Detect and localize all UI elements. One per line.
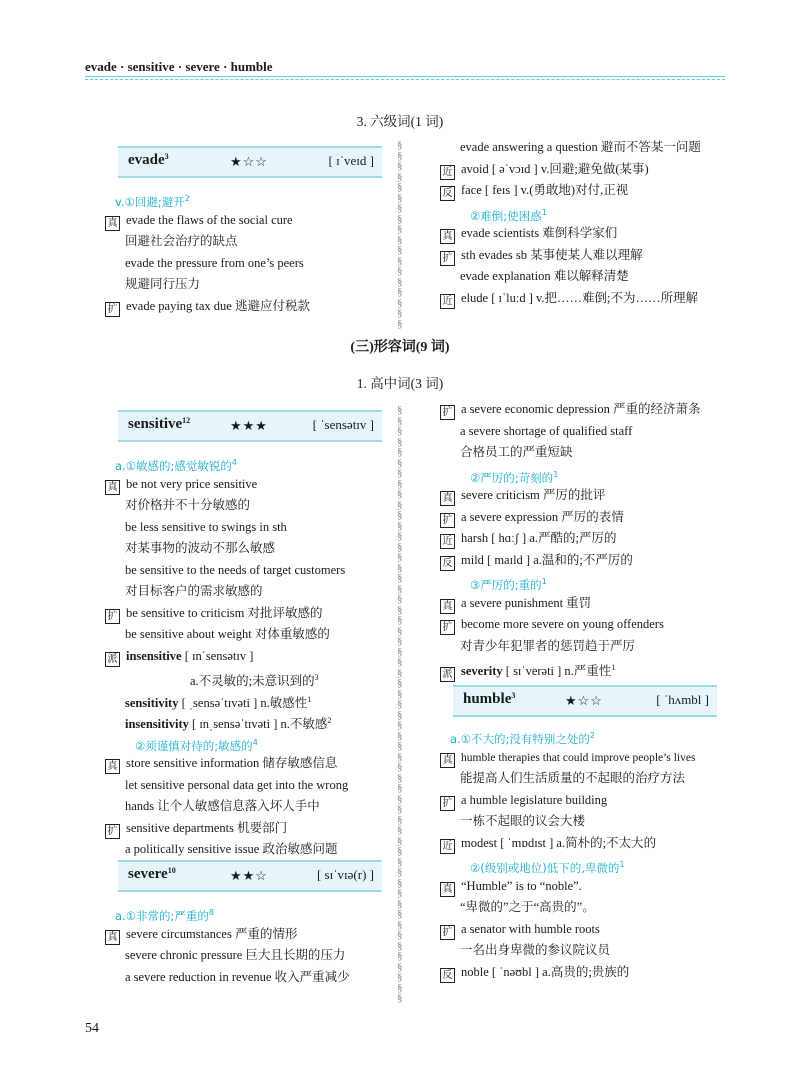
tag-zhen: 真	[105, 480, 120, 495]
example: hands 让个人敏感信息落入坏人手中	[125, 799, 320, 813]
header-rule	[85, 76, 725, 77]
synonym	[440, 288, 740, 310]
tag-kuo: 扩	[105, 824, 120, 839]
example	[105, 296, 395, 318]
translation: 一名出身卑微的参议院议员	[460, 943, 611, 957]
superscript-count: 10	[167, 866, 176, 875]
antonym	[440, 962, 750, 984]
frequency-stars: ★★☆	[230, 868, 268, 883]
sense-label	[105, 188, 395, 210]
example: a severe shortage of qualified staff	[460, 423, 633, 438]
text-fragment: §	[397, 792, 403, 805]
example: a severe reduction in revenue 收入严重减少	[125, 969, 350, 984]
superscript-count: 1	[611, 663, 616, 672]
synonym	[440, 528, 740, 550]
text-fragment: insensitive	[126, 648, 182, 663]
text-fragment: §	[397, 233, 403, 246]
sense-label	[105, 902, 395, 924]
text-fragment: §	[397, 750, 403, 763]
evade-right-column	[440, 137, 740, 309]
text-fragment: §	[397, 446, 403, 458]
translation: 回避社会治疗的缺点	[125, 234, 238, 248]
text-fragment: §	[397, 939, 403, 952]
superscript-count: 3	[164, 152, 169, 161]
example	[105, 924, 395, 946]
severe-left-column	[105, 902, 395, 988]
text-fragment: a.①不大的;没有特别之处的	[450, 732, 590, 746]
text-fragment: §	[397, 498, 403, 511]
superscript-count: 1	[541, 577, 547, 586]
text-fragment: modest [ ˈmɒdɪst ] a.简朴的;不太大的	[461, 835, 657, 850]
derivative	[105, 689, 395, 711]
text-fragment: [ ɪnˌsensəˈtɪvəti ] n.不敏感	[192, 717, 328, 731]
text-fragment: §	[397, 813, 403, 826]
text-fragment: §	[397, 202, 403, 214]
section-heading-adj: (三)形容词(9 词)	[350, 340, 450, 355]
entry-box-humble	[453, 685, 717, 717]
sense-label	[105, 732, 395, 754]
example	[105, 603, 395, 625]
text-fragment: §	[397, 740, 403, 752]
sensitive-column	[105, 452, 395, 861]
superscript-count: 3	[511, 691, 516, 700]
text-fragment: §	[397, 897, 403, 910]
tag-fan: 反	[440, 556, 455, 571]
superscript-count: 1	[619, 860, 625, 869]
sense-label	[440, 571, 740, 593]
text-fragment: severe	[128, 866, 168, 882]
tag-zhen: 真	[440, 753, 455, 768]
headword	[128, 152, 169, 169]
text-fragment: §	[397, 551, 403, 563]
tag-jin: 近	[440, 839, 455, 854]
text-fragment: §	[397, 519, 403, 532]
text-fragment: §	[397, 981, 403, 994]
text-fragment: mild [ maɪld ] a.温和的;不严厉的	[461, 552, 633, 567]
tag-fan: 反	[440, 968, 455, 983]
headword	[128, 416, 190, 433]
tag-fan: 反	[440, 186, 455, 201]
text-fragment: be sensitive to criticism 对批评敏感的	[126, 605, 323, 620]
superscript-count: 4	[231, 458, 237, 467]
superscript-count: 8	[208, 908, 214, 917]
text-fragment: [ sɪˈverəti ] n.严重性	[505, 664, 612, 678]
example	[440, 790, 750, 812]
text-fragment: §	[397, 572, 403, 584]
text-fragment: §	[397, 908, 403, 920]
text-fragment: ②严厉的;苛刻的	[470, 470, 554, 485]
tag-kuo: 扩	[440, 513, 455, 528]
superscript-count: 1	[553, 469, 559, 479]
humble-column	[440, 725, 750, 983]
text-fragment: §	[397, 824, 403, 836]
headword	[128, 866, 176, 883]
text-fragment: §	[397, 170, 403, 183]
tag-kuo: 扩	[105, 609, 120, 624]
text-fragment: §	[397, 435, 403, 448]
text-fragment: §	[397, 677, 403, 689]
antonym	[440, 180, 740, 202]
phonetic: [ sɪˈvɪə(r) ]	[316, 867, 374, 882]
text-fragment: §	[397, 624, 403, 637]
text-fragment: ②(级别或地位)低下的,卑微的	[470, 861, 620, 875]
example	[440, 245, 740, 267]
section-heading-highschool: 1. 高中词(3 词)	[356, 376, 444, 391]
text-fragment: §	[397, 845, 403, 857]
example: evade answering a question 避而不答某一问题	[460, 140, 701, 154]
phonetic: [ ˈsensətɪv ]	[312, 417, 374, 432]
translation: “卑微的”之于“高贵的”。	[460, 900, 595, 914]
text-fragment: store sensitive information 储存敏感信息	[126, 756, 338, 770]
example	[440, 614, 740, 636]
text-fragment: a.①非常的;严重的	[115, 909, 209, 923]
example	[105, 818, 395, 840]
text-fragment: §	[397, 244, 403, 256]
text-fragment: §	[397, 971, 403, 983]
phonetic: [ ɪˈveɪd ]	[328, 153, 374, 168]
text-fragment: §	[397, 286, 403, 298]
text-fragment: §	[397, 666, 403, 679]
example	[440, 876, 750, 898]
text-fragment: a severe economic depression 严重的经济萧条	[461, 402, 701, 416]
text-fragment: §	[397, 254, 403, 267]
example	[440, 485, 740, 507]
text-fragment: §	[397, 582, 403, 595]
text-fragment: §	[397, 876, 403, 889]
text-fragment: §	[397, 887, 403, 899]
text-fragment: §	[397, 603, 403, 616]
text-fragment: §	[397, 866, 403, 878]
tag-zhen: 真	[440, 491, 455, 506]
text-fragment: become more severe on young offenders	[461, 617, 664, 631]
text-fragment: noble [ ˈnəʊbl ] a.高贵的;贵族的	[461, 964, 630, 979]
derivative	[440, 657, 740, 679]
text-fragment: elude [ ɪˈluːd ] v.把……难倒;不为……所理解	[461, 290, 699, 305]
text-fragment: §	[397, 960, 403, 973]
tag-kuo: 扩	[440, 796, 455, 811]
text-fragment: a.不灵敏的;未意识到的	[190, 674, 315, 688]
translation: 规避同行压力	[125, 277, 201, 291]
text-fragment: §	[397, 645, 403, 658]
text-fragment: §	[397, 530, 403, 542]
derivative	[105, 710, 395, 732]
sense-label	[440, 464, 740, 486]
page-number: 54	[85, 1021, 99, 1036]
tag-zhen: 真	[105, 216, 120, 231]
frequency-stars: ★★★	[230, 418, 268, 433]
superscript-count: 2	[589, 731, 595, 740]
text-fragment: §	[397, 708, 403, 721]
text-fragment: §	[397, 593, 403, 605]
text-fragment: §	[397, 317, 403, 330]
tag-kuo: 扩	[440, 251, 455, 266]
example	[440, 919, 750, 941]
sense-label	[440, 202, 740, 224]
text-fragment: §	[397, 139, 403, 151]
derivative	[105, 646, 395, 668]
translation: 对价格并不十分敏感的	[125, 498, 251, 512]
text-fragment: insensitivity	[125, 717, 189, 731]
superscript-count: 2	[327, 716, 332, 725]
example	[440, 747, 750, 769]
example: evade the pressure from one’s peers	[125, 255, 304, 270]
text-fragment: §	[397, 950, 403, 962]
text-fragment: §	[397, 719, 403, 731]
text-fragment: sensitive departments 机要部门	[126, 820, 288, 835]
text-fragment: §	[397, 275, 403, 288]
text-fragment: §	[397, 223, 403, 235]
example	[440, 399, 740, 421]
text-fragment: §	[397, 635, 403, 647]
text-fragment: humble therapies that could improve people’s lives	[461, 751, 696, 764]
text-fragment: §	[397, 181, 403, 193]
section-heading-cet6: 3. 六级词(1 词)	[356, 114, 444, 129]
headword	[463, 691, 515, 708]
example: severe chronic pressure 巨大且长期的压力	[125, 948, 346, 962]
antonym	[440, 550, 740, 572]
translation: 对目标客户的需求敏感的	[125, 584, 263, 598]
text-fragment: §	[397, 540, 403, 553]
text-fragment: §	[397, 509, 403, 521]
entry-box-sensitive	[118, 410, 382, 442]
text-fragment: §	[397, 918, 403, 931]
text-fragment: §	[397, 698, 403, 710]
text-fragment: a severe punishment 重罚	[461, 595, 592, 610]
tag-jin: 近	[440, 534, 455, 549]
severe-right-column	[440, 399, 740, 679]
text-fragment: §	[397, 191, 403, 204]
text-fragment: be not very price sensitive	[126, 476, 258, 491]
example	[440, 223, 740, 245]
tag-zhen: 真	[440, 229, 455, 244]
column-divider	[397, 140, 405, 329]
text-fragment: §	[397, 729, 403, 742]
text-fragment: [ ɪnˈsensətɪv ]	[184, 648, 254, 663]
text-fragment: humble	[463, 691, 512, 707]
text-fragment: avoid [ əˈvɔɪd ] v.回避;避免做(某事)	[461, 161, 649, 176]
sense-label	[440, 854, 750, 876]
text-fragment: evade	[128, 152, 165, 168]
derivative-meaning	[105, 667, 395, 689]
text-fragment: §	[397, 160, 403, 172]
text-fragment: v.①回避;避开	[115, 195, 185, 209]
translation: 合格员工的严重短缺	[460, 445, 573, 459]
text-fragment: [ ˌsensəˈtɪvəti ] n.敏感性	[181, 695, 308, 710]
tag-zhen: 真	[440, 599, 455, 614]
frequency-stars: ★☆☆	[230, 154, 268, 169]
text-fragment: §	[397, 477, 403, 490]
text-fragment: §	[397, 296, 403, 309]
text-fragment: §	[397, 425, 403, 437]
translation: 一栋不起眼的议会大楼	[460, 814, 586, 828]
tag-jin: 近	[440, 294, 455, 309]
example	[105, 474, 395, 496]
text-fragment: ②难倒;使困惑	[470, 208, 542, 223]
evade-left-column	[105, 188, 395, 317]
superscript-count: 3	[314, 673, 319, 682]
tag-zhen: 真	[105, 759, 120, 774]
entry-box-severe	[118, 860, 382, 892]
text-fragment: §	[397, 149, 403, 162]
sense-label	[440, 725, 750, 747]
text-fragment: §	[397, 687, 403, 700]
tag-jin: 近	[440, 165, 455, 180]
superscript-count: 12	[182, 416, 191, 425]
text-fragment: §	[397, 782, 403, 794]
superscript-count: 2	[184, 194, 190, 203]
text-fragment: severe criticism 严厉的批评	[461, 488, 606, 502]
text-fragment: sth evades sb 某事使某人难以理解	[461, 247, 643, 262]
example: be sensitive about weight 对体重敏感的	[125, 627, 330, 641]
text-fragment: §	[397, 265, 403, 277]
example: be sensitive to the needs of target customers	[125, 562, 346, 577]
text-fragment: §	[397, 803, 403, 815]
translation: 能提高人们生活质量的不起眼的治疗方法	[460, 771, 686, 785]
text-fragment: a.①敏感的;感觉敏锐的	[115, 459, 232, 473]
example: a politically sensitive issue 政治敏感问题	[125, 842, 338, 856]
text-fragment: §	[397, 992, 403, 1004]
text-fragment: §	[397, 929, 403, 941]
text-fragment: sensitivity	[125, 695, 179, 710]
text-fragment: ③严厉的;重的	[470, 578, 542, 592]
text-fragment: §	[397, 614, 403, 626]
text-fragment: a severe expression 严厉的表情	[461, 509, 624, 524]
text-fragment: §	[397, 414, 403, 427]
text-fragment: §	[397, 561, 403, 574]
synonym	[440, 159, 740, 181]
example: let sensitive personal data get into the wrong	[125, 777, 349, 792]
tag-kuo: 扩	[105, 302, 120, 317]
text-fragment: §	[397, 488, 403, 500]
column-divider	[397, 405, 405, 1004]
text-fragment: evade paying tax due 逃避应付税款	[126, 298, 310, 313]
tag-pai: 派	[105, 652, 120, 667]
text-fragment: harsh [ hɑːʃ ] a.严酷的;严厉的	[461, 531, 617, 545]
example: be less sensitive to swings in sth	[125, 519, 287, 534]
translation: 对某事物的波动不那么敏感	[125, 541, 276, 555]
superscript-count: 1	[307, 694, 312, 704]
text-fragment: §	[397, 771, 403, 784]
synonym	[440, 833, 750, 855]
tag-kuo: 扩	[440, 620, 455, 635]
text-fragment: a senator with humble roots	[461, 921, 600, 936]
tag-kuo: 扩	[440, 405, 455, 420]
example	[440, 507, 740, 529]
example	[440, 593, 740, 615]
text-fragment: a humble legislature building	[461, 792, 608, 807]
text-fragment: §	[397, 761, 403, 773]
example	[105, 753, 395, 775]
tag-zhen: 真	[105, 930, 120, 945]
text-fragment: §	[397, 307, 403, 319]
entry-box-evade	[118, 146, 382, 178]
text-fragment: evade the flaws of the social cure	[126, 212, 293, 227]
frequency-stars: ★☆☆	[565, 693, 603, 708]
example: evade explanation 难以解释清楚	[460, 269, 629, 283]
text-fragment: severity	[461, 664, 503, 678]
text-fragment: evade scientists 难倒科学家们	[461, 226, 618, 240]
text-fragment: face [ feɪs ] v.(勇敢地)对付,正视	[461, 183, 629, 197]
sense-label	[105, 452, 395, 474]
text-fragment: §	[397, 456, 403, 469]
text-fragment: §	[397, 212, 403, 225]
text-fragment: §	[397, 855, 403, 868]
text-fragment: “Humble” is to “noble”.	[461, 878, 582, 893]
text-fragment: sensitive	[128, 416, 183, 432]
superscript-count: 1	[541, 207, 547, 217]
translation: 对青少年犯罪者的惩罚趋于严厉	[460, 638, 636, 653]
running-header: evade · sensitive · severe · humble	[85, 59, 273, 74]
text-fragment: severe circumstances 严重的情形	[126, 926, 298, 941]
tag-pai: 派	[440, 667, 455, 682]
superscript-count: 4	[252, 737, 258, 747]
text-fragment: §	[397, 656, 403, 668]
text-fragment: ②须谨慎对待的;敏感的	[135, 738, 253, 753]
text-fragment: §	[397, 467, 403, 479]
header-rule-dashed	[85, 79, 725, 80]
text-fragment: §	[397, 404, 403, 416]
example	[105, 210, 395, 232]
text-fragment: §	[397, 834, 403, 847]
tag-kuo: 扩	[440, 925, 455, 940]
tag-zhen: 真	[440, 882, 455, 897]
phonetic: [ ˈhʌmbl ]	[656, 692, 709, 707]
